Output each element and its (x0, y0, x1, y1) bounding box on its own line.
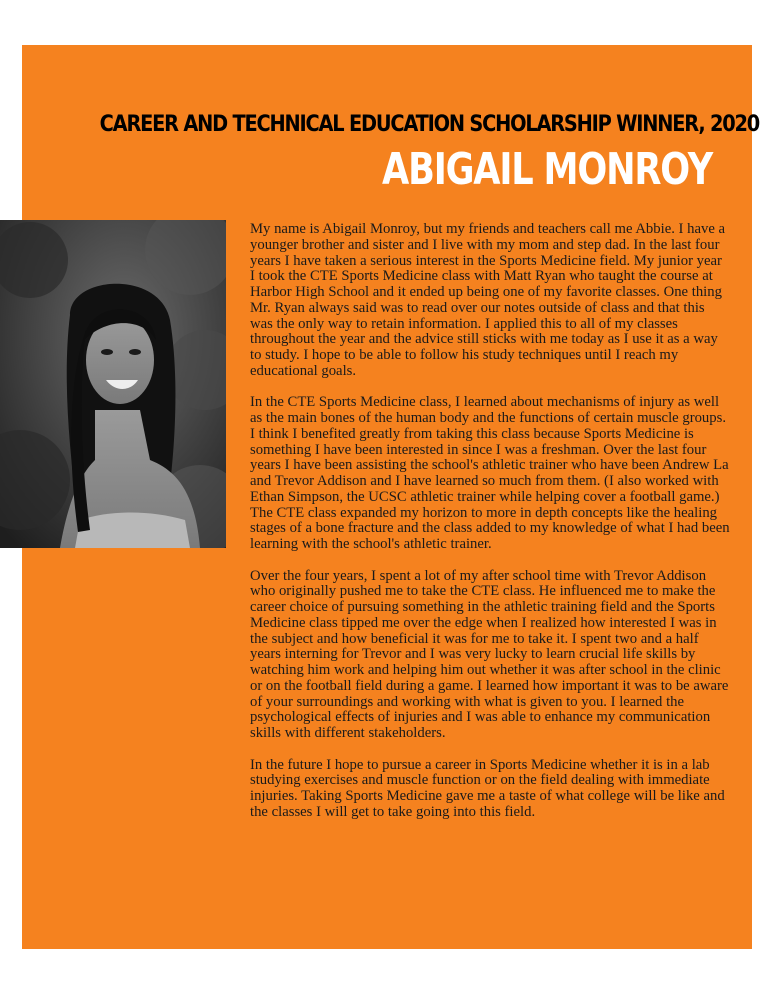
essay-paragraph-2: In the CTE Sports Medicine class, I learned about mechanisms of injury as well as the main bones of the human body and the functions of certain muscle groups. I think I benefited greatly from taking this class because Sports Medicine is something I have been interested in since I was a freshman. Over the last four years I have been assisting the school's athletic trainer who have been Andrew La and Trevor Addison and I have learned so much from them. (I also worked with Ethan Simpson, the UCSC athletic trainer while helping cover a football game.) The CTE class expanded my horizon to more in depth concepts like the healing stages of a bone fracture and the class added to my knowledge of what I had been learning with the school's athletic trainer. (250, 394, 730, 552)
portrait-photo (0, 220, 226, 548)
essay-paragraph-1: My name is Abigail Monroy, but my friends and teachers call me Abbie. I have a younger brother and sister and I live with my mom and step dad. In the last four years I have taken a serious interest in the Sports Medicine field. My junior year I took the CTE Sports Medicine class with Matt Ryan who taught the course at Harbor High School and it ended up being one of my favorite classes. One thing Mr. Ryan always said was to read over our notes outside of class and that this was the only way to retain information. I applied this to all of my classes throughout the year and the advice still sticks with me today as I use it as a way to study. I hope to be able to follow his study techniques until I reach my educational goals. (250, 221, 726, 379)
essay-paragraph-3: Over the four years, I spent a lot of my after school time with Trevor Addison who originally pushed me to take the CTE class. He influenced me to make the career choice of pursuing something in the athletic training field and the Sports Medicine class tipped me over the edge when I realized how interested I was in the subject and how beneficial it was for me to take it. I spent two and a half years interning for Trevor and I was very lucky to learn crucial life skills by watching him work and helping him out whether it was after school in the clinic or on the football field during a game. I learned how important it was to be aware of your surroundings and working with what is given to you. I learned the psychological effects of injuries and I was able to enhance my communication skills with different stakeholders. (250, 567, 729, 741)
winner-name: ABIGAIL MONROY (382, 144, 712, 195)
essay-body (250, 222, 730, 836)
portrait-photo-icon (0, 220, 226, 548)
essay-paragraph-4: In the future I hope to pursue a career in Sports Medicine whether it is in a lab studying exercises and muscle function or on the field dealing with immediate injuries. Taking Sports Medicine gave me a taste of what college will be like and the classes I will get to take going into this field. (250, 756, 725, 820)
scholarship-subtitle: CAREER AND TECHNICAL EDUCATION SCHOLARSHIP WINNER, 2020 (99, 111, 760, 137)
